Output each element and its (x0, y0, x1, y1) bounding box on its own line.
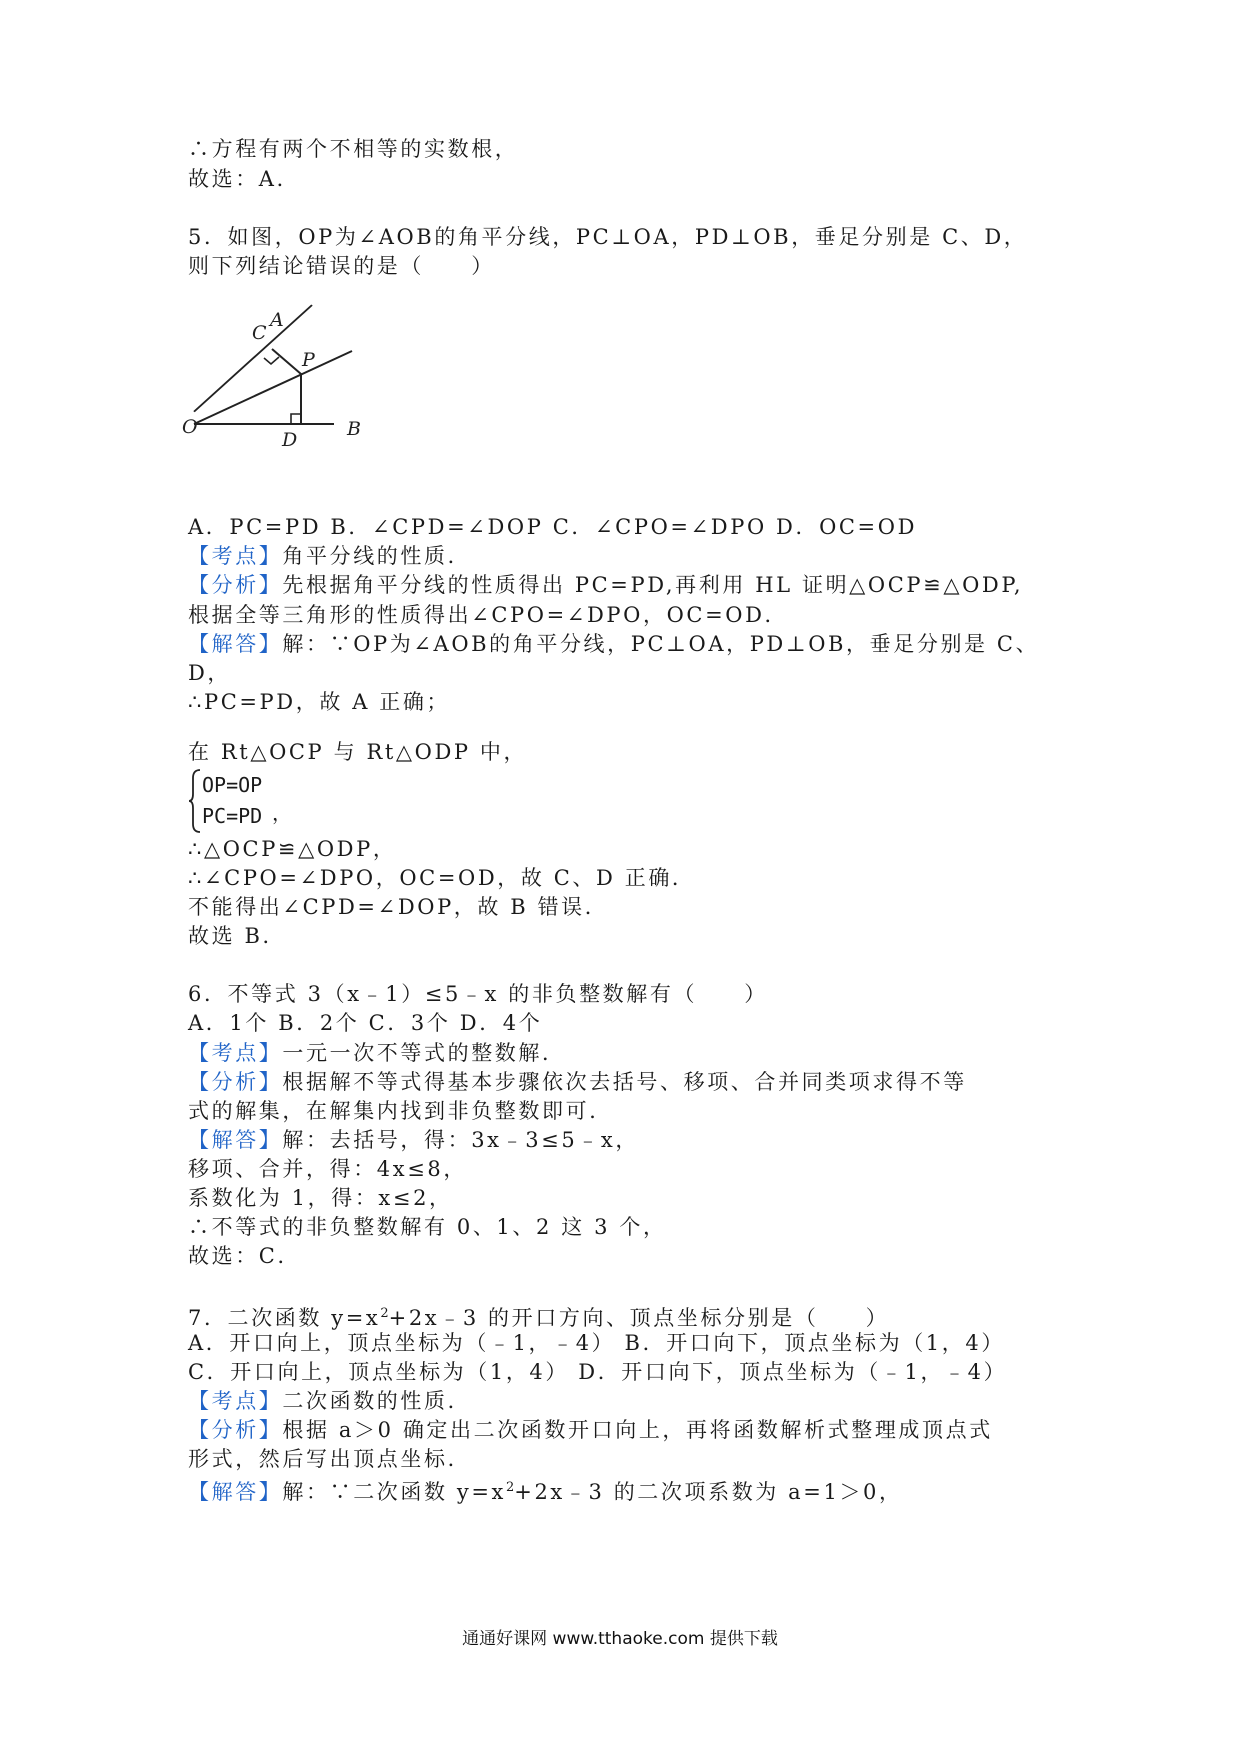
text-line: 系数化为 1，得：x≤2， (188, 1186, 453, 1210)
jieda-line (188, 1473, 903, 1507)
equation-system (188, 768, 308, 834)
text-line: ∴∠CPO=∠DPO，OC=OD，故 C、D 正确． (188, 866, 696, 890)
kaodian-text: 一元一次不等式的整数解． (282, 1041, 566, 1065)
jieda-text: +2x﹣3 的二次项系数为 a=1＞0， (514, 1480, 903, 1504)
system-equation-2: PC=PD (202, 804, 263, 828)
superscript: 2 (380, 1306, 389, 1321)
label-o: O (182, 416, 198, 438)
question-7-options: C．开口向上，顶点坐标为（1，4） D．开口向下，顶点坐标为（﹣1，﹣4） (188, 1360, 1008, 1384)
text-line: 形式，然后写出顶点坐标． (188, 1447, 472, 1471)
fenxi-tag: 【分析】 (188, 1070, 283, 1094)
jieda-tag: 【解答】 (188, 1480, 283, 1504)
text-line: 根据全等三角形的性质得出∠CPO=∠DPO，OC=OD． (188, 603, 789, 627)
text-line: 故选：A． (188, 167, 301, 191)
fenxi-text: 根据 a＞0 确定出二次函数开口向上，再将函数解析式整理成顶点式 (282, 1418, 993, 1442)
text-line: D， (188, 661, 232, 685)
question-5-options: A．PC=PD B．∠CPD=∠DOP C．∠CPO=∠DPO D．OC=OD (188, 515, 918, 539)
fenxi-tag: 【分析】 (188, 1418, 283, 1442)
label-d: D (282, 429, 298, 451)
fenxi-text: 先根据角平分线的性质得出 PC=PD,再利用 HL 证明△OCP≌△ODP, (282, 573, 1024, 597)
jieda-text: 解：∵二次函数 y=x (282, 1480, 506, 1504)
kaodian-line (188, 541, 471, 571)
fenxi-line (188, 1415, 993, 1445)
text-line: 在 Rt△OCP 与 Rt△ODP 中， (188, 740, 528, 764)
text-line: ∴不等式的非负整数解有 0、1、2 这 3 个， (188, 1215, 667, 1239)
segment-pc (272, 349, 301, 374)
right-angle-mark-c (264, 357, 279, 364)
jieda-line (188, 1125, 639, 1155)
kaodian-tag: 【考点】 (188, 1041, 283, 1065)
jieda-text: 解：∵OP为∠AOB的角平分线，PC⊥OA，PD⊥OB，垂足分别是 C、 (282, 632, 1040, 656)
fenxi-tag: 【分析】 (188, 573, 283, 597)
question-5-stem: 则下列结论错误的是（ ） (188, 254, 495, 278)
jieda-line (188, 629, 1039, 659)
stem-part: +2x﹣3 的开口方向、顶点坐标分别是（ ） (388, 1306, 890, 1330)
kaodian-tag: 【考点】 (188, 1389, 283, 1413)
label-a: A (270, 309, 284, 331)
left-brace-icon (188, 768, 202, 834)
question-5-stem: 5．如图，OP为∠AOB的角平分线，PC⊥OA，PD⊥OB，垂足分别是 C、D， (188, 225, 1028, 249)
stem-part: 7．二次函数 y=x (188, 1306, 381, 1330)
text-line: 式的解集，在解集内找到非负整数即可． (188, 1099, 613, 1123)
right-angle-mark-d (291, 414, 301, 424)
text-line: ∴△OCP≌△ODP， (188, 837, 397, 861)
kaodian-text: 角平分线的性质． (282, 544, 472, 568)
text-line: 不能得出∠CPD=∠DOP，故 B 错误． (188, 895, 609, 919)
fenxi-text: 根据解不等式得基本步骤依次去括号、移项、合并同类项求得不等 (282, 1070, 967, 1094)
kaodian-tag: 【考点】 (188, 544, 283, 568)
text-line: 故选：C． (188, 1244, 302, 1268)
question-6-stem: 6．不等式 3（x﹣1）≤5﹣x 的非负整数解有（ ） (188, 982, 768, 1006)
label-b: B (347, 418, 361, 440)
text-line: ∴方程有两个不相等的实数根， (188, 137, 519, 161)
text-line: ∴PC=PD，故 A 正确； (188, 690, 451, 714)
question-6-options: A．1个 B．2个 C．3个 D．4个 (188, 1011, 543, 1035)
label-c: C (252, 322, 267, 344)
jieda-text: 解：去括号，得：3x﹣3≤5﹣x， (282, 1128, 639, 1152)
kaodian-line (188, 1038, 566, 1068)
kaodian-line (188, 1386, 471, 1416)
superscript: 2 (505, 1480, 515, 1495)
angle-bisector-figure (182, 309, 404, 502)
label-p: P (302, 349, 315, 371)
text-line: 故选 B． (188, 924, 287, 948)
system-comma: ， (272, 801, 292, 825)
question-7-options: A．开口向上，顶点坐标为（﹣1，﹣4） B．开口向下，顶点坐标为（1，4） (188, 1331, 1005, 1355)
kaodian-text: 二次函数的性质． (282, 1389, 472, 1413)
fenxi-line (188, 570, 1023, 600)
page-footer: 通通好课网 www.tthaoke.com 提供下载 (462, 1629, 778, 1649)
system-equation-1: OP=OP (202, 773, 263, 797)
jieda-tag: 【解答】 (188, 632, 283, 656)
jieda-tag: 【解答】 (188, 1128, 283, 1152)
fenxi-line (188, 1067, 967, 1097)
text-line: 移项、合并，得：4x≤8， (188, 1157, 467, 1181)
